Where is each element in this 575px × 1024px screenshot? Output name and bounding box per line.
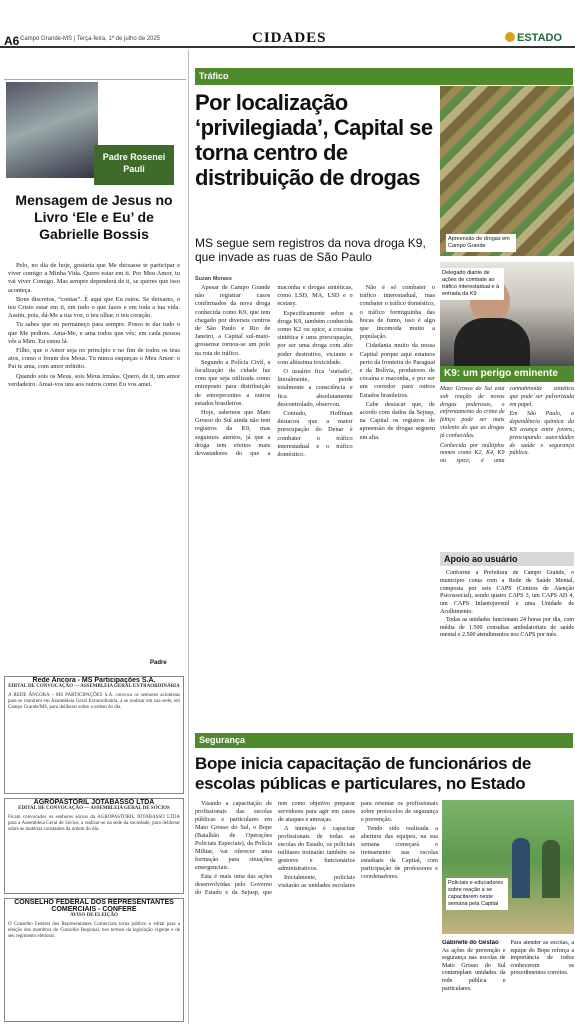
column-signature: Padre [150,660,167,666]
story-headline: Por localização ‘privilegiada’, Capital se torna centro de distribuição de drogas [195,90,433,190]
story2-kicker: Segurança [195,733,573,748]
notice-body: O Conselho Federal dos Representantes Comerciais torna público o edital para a eleição dos membros do Conselho Regional, nos termos da legislação vigente e de seu regimento eleitoral. [8,922,180,939]
sidebar-paragraph: Em São Paulo, a dependência química da K9 avança entre jovens, preocupando autoridades de saúde e segurança pública. [509,411,574,457]
story-paragraph: Apesar de Campo Grande não registrar casos confirmados da nova droga conhecida como K9, que tem chegado por diversos centros de São Paulo e Rio de Janeiro, a Capital sul-mato-grossense tornou-se um polo na rota do tráfico. [195,284,271,357]
sidebar-body [440,386,574,546]
notice-body: A REDE ÂNCORA – MS PARTICIPAÇÕES S.A. convoca os senhores acionistas para se reunirem em Assembleia Geral Extraordinária, a se realizar em sua sede, em Campo Grande/MS, para deliberar sobre a ordem do dia. [8,693,180,710]
column-body [8,262,180,662]
story-paragraph: Visando a capacitação de profissionais das escolas públicas e particulares em Mato Grosso do Sul, o Bope (Batalhão de Operações Policiais Especiais), da Polícia Militar, vai oferecer uma formação para situações emergenciais. [195,800,272,871]
notice-subtitle: AVISO DE ELEIÇÃO [70,913,118,918]
story-paragraph: Não é só combater o tráfico interestadual, mas combater o tráfico doméstico, o tráfico formiguinha das bocas de fumo, isso é algo que incomoda muito a população. [359,284,435,341]
photo-caption: Delegado diante de ações de combate ao tráfico interestadual e à entrada da K9 [440,268,504,300]
support-body [440,570,574,666]
dateline: Campo Grande-MS | Terça-feira, 1º de julho de 2025 [20,36,161,42]
sidebar-paragraph: Mato Grosso do Sul está sob reação de novas drogas poderosas, o enfrentamento do crime de feitiço pode ser mais violento do que as drogas já conhecidas. [440,386,505,439]
story-paragraph: Cidadania muito da nossa Capital porque aqui estamos perto da fronteira do Paraguai e da Bolívia, produtores de cocaína e maconha, e por ser um corredor para outros Estados brasileiros. [359,342,435,399]
notice-title: Rede Âncora - MS Participações S.A. [32,677,156,684]
photo-caption: Apreensão de drogas em Campo Grande [446,234,516,252]
drug-seizure-photo [440,86,574,256]
column-divider [188,50,189,1024]
column-paragraph: Pelo, no dia de hoje, gostaria que Me deixasse te participar e viver comigo a Minha Vida. Quero estar em ti. Por Meu Amor, tu vai viver Comigo. Mas sempre dependerá de ti, se queres que isso aconteça. [8,262,180,294]
legal-notice-1 [4,676,184,794]
notice-subtitle: EDITAL DE CONVOCAÇÃO — ASSEMBLEIA GERAL DE SÓCIOS [18,806,170,811]
legal-notice-2 [4,798,184,894]
legal-notice-3 [4,898,184,1022]
portrait-shirt [454,318,530,368]
notice-body: Ficam convocados os senhores sócios da AGROPASTORIL JOTABASSO LTDA para a Assembleia Geral de Sócios, a realizar-se na sede da sociedade, para deliberar sobre as matérias constantes da ordem do dia. [8,815,180,832]
story-paragraph: A intenção é capacitar profissionais de todas as escolas do Estado, os policiais militares treinarão também os gestores e funcionários administrativos. [278,825,355,872]
column-title: Mensagem de Jesus no Livro ‘Ele e Eu’ de Gabrielle Bossis [15,192,173,242]
story-paragraph: Cabe destacar que, de acordo com dados da Sejusp, na Capital os registros de apreensão de drogas seguem em alta. [359,400,435,441]
story2-side-body [442,940,574,1024]
delegate-photo [440,262,574,368]
notice-subtitle: EDITAL DE CONVOCAÇÃO — ASSEMBLEIA GERAL EXTRAORDINÁRIA [8,684,180,689]
story-paragraph: Para atender as escolas, a equipe do Bope reforça a importância de todos conhecerem os procedimentos corretos. [510,940,574,977]
support-paragraph: Conforme a Prefeitura de Campo Grande, o município conta com a Rede de Saúde Mental, composta por seis CAPS (Centros de Atenção Psicossocial), sendo quatro CAPS 3, um CAPS AD 4, um CAPS Infantojuvenil e uma Unidade de Acolhimento. [440,570,574,615]
story2-headline: Bope inicia capacitação de funcionários de escolas públicas e particulares, no Estado [195,754,532,793]
story-paragraph: Esta é mais uma das ações desenvolvidas pelo Governo do Estado e da Sejusp, que tem como objetivo preparar servidores para agir em casos de ataques e ameaças. [195,800,355,896]
story-paragraph: As ações de prevenção e segurança nas escolas de Mato Grosso do Sul contemplam unidades da rede pública e particulares. [442,947,506,992]
photo-credit: Gabinete do Gestão [442,940,499,946]
column-paragraph: Filho, que o Amor seja no princípio e no fim de todos os teus atos, como o foram dos Meus. Tu nunca esqueças o Meu Amor: o Pai te ama, com amor infinito. [8,347,180,371]
story-kicker: Tráfico [195,68,573,85]
story-byline: Suzan Moraes [195,276,232,282]
column-paragraph: Tu sabes que eu permaneço para sempre. Posso te dar tudo o que Me pedires. Ama-Me, e ama todos que vês: em cada pessoa vês a Mim. Eu estou lá. [8,321,180,345]
sidebar-heading: K9: um perigo eminente [440,366,574,382]
school-training-photo [442,800,574,934]
brand-sun-icon [505,32,515,42]
column-paragraph: Quando sois os Meus, sois Meus irmãos. Quero, de ti, um amor verdadeiro. Amai-vos uns aos outros como Eu vos amei. [8,372,180,388]
brand-name: ESTADO [517,32,563,44]
author-tag: Padre Rosenei Pauli [94,145,174,185]
story-paragraph: Tendo sido realizada a abertura das equipes, na sua semana começará o treinamento nas escolas estaduais da Capital, com participação de professores e coordenadores. [361,825,438,880]
column-paragraph: Bons discretos, “contas”. É aqui que Eu estou. Se deixares, o teu Cristo estar em ti, em tudo o que fazes e em toda a tua vida. Assim, pois, dá-Me a tua voz, o teu olhar, o teu coração. [8,295,180,320]
person-figure [512,838,530,898]
story-paragraph: O usuário fica ‘surtado’, literalmente, perde totalmente a consciência e fica absolutamente descontrolado, observou. [277,368,353,408]
story-body [195,284,435,584]
support-heading: Apoio ao usuário [440,552,574,566]
brand-logo [505,32,562,44]
page-number: A6 [4,34,20,48]
story2-body [195,800,438,1024]
support-paragraph: Todas as unidades funcionam 24 horas por dia, com média de 1.500 consultas ambulatoriais de saúde mental e 2.500 atendimentos nos CAPS por mês. [440,616,574,639]
story-subhead: MS segue sem registros da nova droga K9, que invade as ruas de São Paulo [195,236,426,264]
story-paragraph: Hoje, sabemos que Mato Grosso do Sul ainda não tem registros da K9, mas seguimos atentos, já que a droga tem efeitos mais devastadores do que a maconha e drogas sintéticas, como LSD, MA, LSD e o ecstasy. [195,284,353,458]
notice-title: AGROPASTORIL JOTABASSO LTDA [33,799,155,806]
section-title: CIDADES [252,30,327,46]
story-paragraph: Segundo a Polícia Civil, a localização da cidade faz com que seja utilizada como entreposto para distribuição de entorpecentes a outros estados brasileiros. [195,358,271,407]
story-paragraph: Inicialmente, policiais visitarão as unidades escolares para orientar os profissionais sobre protocolos de segurança e prevenção. [278,800,438,889]
story-paragraph: Especificamente sobre a droga K9, também conhecida como K2 ou spice, a cocaína sintética é uma preocupação, por ser uma droga com alto poder destrutivo, viciante e com altíssima toxicidade. [277,309,353,366]
notice-title: CONSELHO FEDERAL DOS REPRESENTANTES COMERCIAIS - CONFERE [14,899,174,913]
photo-caption: Policiais e educadores sobre reação a se capacitarem neste semana pela Capital [446,878,508,910]
sidebar-paragraph: Conhecida por múltiplos nomes como K2, K4, K9 ou spice, é uma cannabinoide sintética que pode ser pulverizada em papel. [440,386,574,465]
author-photo [6,82,98,178]
person-figure [542,840,560,898]
story-paragraph: Contudo, Hoffman destacou que a maior preocupação do Denar é combater o tráfico interestadual e o tráfico doméstico. [277,410,353,459]
left-header-strip [4,52,186,80]
